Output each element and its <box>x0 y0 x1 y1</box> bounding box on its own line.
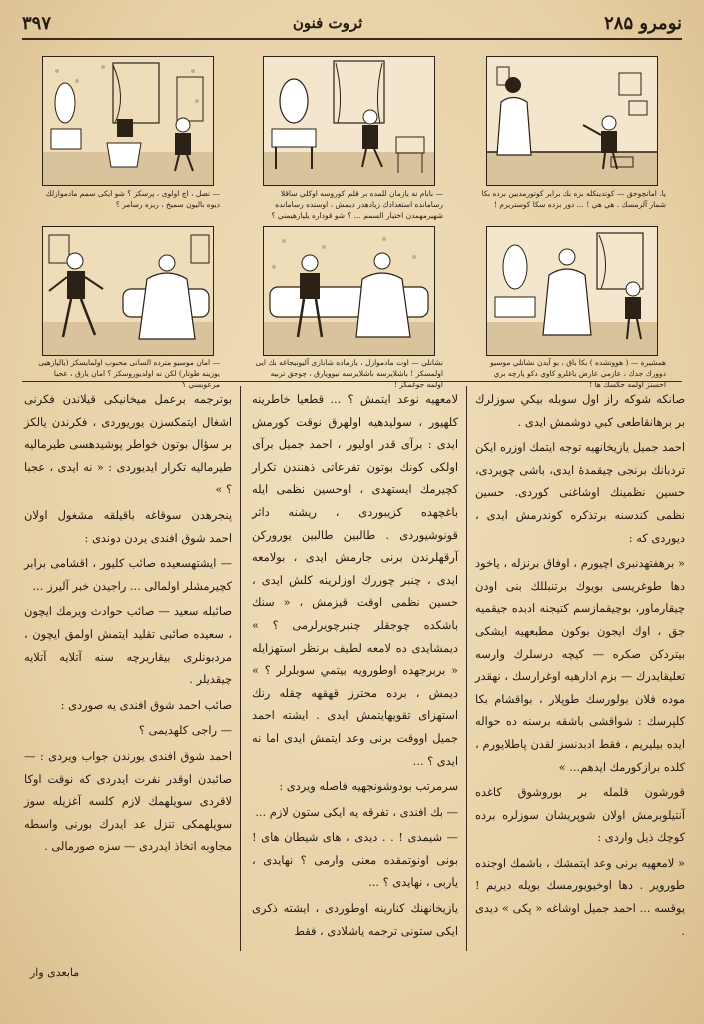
paragraph: يازيخانهنك كنارينه اوطوردى ، ايشته ذكرى ايكى ستونى ترجمه ياشلادى ، فقط <box>252 901 458 938</box>
paragraph: احمد شوق افندى يورندن جواب ويردى : — صائبدن اوقدر نفرت ايدردى كه نوقت اوكا لاقردى سويلهمك لازم كلسه آغزيله سوز سويلهمكى تنزل عد ايدرك بورنى واسطه مجاوبه اتخاذ ايدردى — سزه صورمالى . <box>24 748 232 854</box>
paragraph: صائبله سعيد — صائب حوادث ويرمك ايچون ، سعيده صائبى تقليد ايتمش اولمق ايچون ، مردبونلرى بيقاريرچه سنه آتلايه آتلايه چيقديلر . <box>24 604 232 687</box>
text-column-left <box>24 388 232 953</box>
paragraph: احمد جميل يازيخانهيه توجه ايتمك اوزره ايكن تردبانك برنجى چيقمدهٔ ايدى، باشى چويردى، حسين نظمينك اوشاغنى كوردى. حسين نظمى كندسنه برتذكره كوندرمش ايدى ، ديوردى كه : <box>475 440 685 545</box>
page-number: ۳۹۷ <box>22 12 52 34</box>
panel-5-caption: نشانلي — اوت مادموازل ، يازماده شابازى آليونيجاغه بك ايى اولمسكز ! باشلايرسه باشلايرسه نيوويارق ، چوجق تربيه اولمه جوغمكز ! <box>255 358 443 389</box>
page-header <box>22 8 682 40</box>
section-divider <box>22 381 682 382</box>
cartoon-panel-6 <box>42 226 214 356</box>
paragraph: صانكه شوكه راز اول سوبله بيكي سوزلرك بر برهانقاطعى كبي دوشمش ايدى . <box>475 392 685 429</box>
paragraph: سرمرتب بودوشونجهيه فاصله ويردى : <box>279 779 458 794</box>
cartoon-panel-3 <box>42 56 214 186</box>
paragraph: — ايشتهسعيده صائب كليور ، اقشامى برابر كچيرمشلر اولمالى ... راجيدن خبر آليرز ... <box>24 556 232 593</box>
paragraph: — بك افندى ، تفرقه يه ايكى ستون لازم ... <box>255 804 458 819</box>
panel-2-caption: — بابام نه يازمان للمده بر قلم كوروسه اوكلي ساقلا رسامانده استعدادك زيادهدر ديمش ، اوسنده رسامانده شهيرمهمدن اختيار السمم ... ؟ شو قوداره يلپازهيمني ؟ <box>271 189 443 220</box>
paragraph: بوترجمه برعمل ميخانيكى قيلاندن فكرنى اشغال ايتمكسزن يوريوردى ، فكرندن يالكز بر سؤال بوتون خواطر پوشيدهسى طيرماليه طيرماليه تكرار ايديوردى : « نه ايدى ، عجبا ؟ » <box>24 392 232 497</box>
cartoon-panel-4 <box>486 226 658 356</box>
text-column-right <box>475 388 685 953</box>
paragraph: صائب احمد شوق افندى يه صوردى : <box>60 697 232 712</box>
paragraph: — راجى كلهديمى ؟ <box>138 723 232 738</box>
issue-number: نومرو ۲۸۵ <box>604 12 682 34</box>
cartoon-panel-1 <box>486 56 658 186</box>
panel-3-caption: — نصل ، اچ اولوى ، پرسكز ؟ شو ايكى سمم مادموازلك ديوه باليون سميخ ، ريزه رسامر ؟ <box>45 189 220 209</box>
paragraph: قورشون قلمله بر بوروشوق كاغده آنتيلوبرمش اولان شوپريشان سوزلره برده كوچك ذيل واردى : <box>475 785 685 845</box>
column-rule-left <box>240 386 241 951</box>
cartoon-panel-2 <box>263 56 435 186</box>
to-be-continued-note: مابعدى وار <box>30 966 80 979</box>
paragraph: لامعهيه نوعد ايتمش ؟ ... قطعيا خاطرينه كلهيور ، سوليدهيه اولهرق نوقت كورمش ايدى : برآى قدر اوليور ، احمد جميل برآى اولكى كونك بوتون تفرعاتى ذهنندن تكرار كچيرمك ايستهدى ، اوحسين نظمى ايله باغچهده كزيبوردى ، ريشنه داثر قونوشيوردى . طالبين طالبين يوروركن آرقهلرندن برنى جارمش ايدى ، بولامعه ايدى ، چنبر چوررك اوزلرينه كلش ايدى ، حسين نظمى اوقت قيزمش ، « سنك باشكده چوجقلر چنبرچويرلرمى ؟ » ديمشايدى ده لامعه لطيف برنظر استهزايله « بربرجهده اوطورويه بيتمي سوبلرلر ؟ » ديمش ، برده محترز قهقهه چقله رنك استهزاى تقويهايتمش ايدى . ايشته احمد جميل اووقت برنى وعد ايتمش ايدى اما نه ايدى ؟ ... <box>252 392 458 768</box>
panel-1-caption: يا. امانچوجق — كوتدينكله بزه بك برابر كوتورمديين برده بكا شمار آلرمسك . هي هي ! ... دور بزده سكا كوستريرم ! <box>481 189 666 209</box>
cartoon-panel-5 <box>263 226 435 356</box>
journal-title: ثروت فنون <box>292 14 363 32</box>
paragraph: پنجرهدن سوقاغه باقيلقه مشغول اولان احمد شوق افندى يردن دوندى : <box>24 507 232 545</box>
paragraph: « لامعهيه برنى وعد ايتمشك ، باشمك اوجنده طوروير . دها اوخيويورمسك بويله ديريم ! يوقسه ... احمد جميل اوشاغه « پكى » ديدى . <box>475 855 685 938</box>
text-column-middle <box>252 388 458 953</box>
panel-4-caption: همشيره — ( هوونشده ) بكا باق ، بو آيدن نشانلي موسيو دوورك جدك ، عازمي عارض ياغلرو كاوي دكو پارچه بزي احسنز اولمه جكسك ها ! <box>490 358 666 389</box>
paragraph: — شيمدى ! . . ديدى ، هاى شيطان هاى ! بونى اونوتمقده معنى وارمى ؟ نهايدى ، ياربى ، نهايدى ؟ ... <box>252 830 458 890</box>
column-rule-right <box>466 386 467 951</box>
panel-6-caption: — امان موسيو مترده السانى محبوب اولمايسكز (يالپازهيى يوزينه طوتار) لكن نه اولديوروسكز ؟ امان يارق ، عجبا مرعوبسي ؟ <box>38 358 220 389</box>
paragraph: « برهفتهدنبرى اچيورم ، اوفاق برنزله ، ياخود دها طوغريسى بويوك برتنبللك بنى اودن چيقارماور، بوچيقمازسم كتيجنه ادبده جيقميه جق ، اوك ايجون بوكون مطبعهيه ايشكى بيتردكن صكره — كيچه درسلرك وارسه تعليقايدرك — بزم ادارهيه اوغرارسك ، نهقدر موده فلان بولورسك طوپلار ، بواقشام بكا كلپرسك : شواقشى باشقه برسنه ده حواله ايده بيليريم ، فقط ادبدنسز لقدن پاطلايورم ، كلده برازكورمك ايدهم... » <box>475 556 685 774</box>
